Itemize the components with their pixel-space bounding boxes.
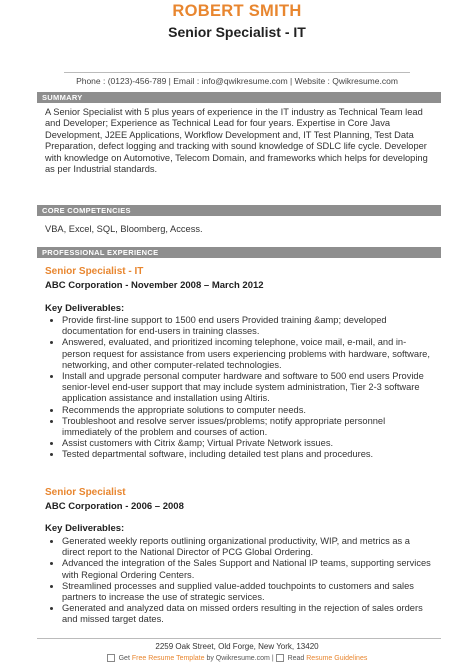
list-item: • Generated and analyzed data on missed orders resulting in the rejection of sales orders and missed target dates.	[62, 603, 434, 625]
key-deliverables-label: Key Deliverables:	[45, 303, 125, 314]
list-item: • Streamlined processes and supplied value-added touchpoints to customers and sales partners to increase the use of strategic services.	[62, 581, 434, 603]
job-deliverables-list	[49, 315, 434, 461]
address-line: 2259 Oak Street, Old Forge, New York, 13420	[155, 642, 319, 651]
footer-divider	[37, 638, 441, 639]
document-icon	[107, 654, 115, 662]
key-deliverables-label: Key Deliverables:	[45, 523, 125, 534]
list-item: • Assist customers with Citrix &amp; Virtual Private Network issues.	[62, 438, 434, 449]
candidate-name: ROBERT SMITH	[172, 2, 302, 20]
resume-guidelines-link[interactable]: Resume Guidelines	[306, 654, 368, 662]
list-item: • Provide first-line support to 1500 end users Provided training &amp; developed documentation for end-users in training classes.	[62, 315, 434, 337]
list-item: • Install and upgrade personal computer hardware and software to 500 end users Provide senior-level end-user support that may include system administration, Tier 2-3 software application assistance and installation using Altiris.	[62, 371, 434, 405]
professional-experience-heading: PROFESSIONAL EXPERIENCE	[37, 247, 441, 258]
core-competencies-heading: CORE COMPETENCIES	[37, 205, 441, 216]
footer-separator: |	[271, 654, 274, 662]
job-company-dates: ABC Corporation - November 2008 – March 2012	[45, 280, 264, 291]
summary-text: A Senior Specialist with 5 plus years of experience in the IT industry as Technical Team lead and Developer; Experience as Technical Lead for four years. Expertise in Core Java Development, J2EE Applications, Workflow Development and, IT Test Planning, Test Data Preparation, defect logging and tracking with sound knowledge of SDLC life cycle. Developer with knowledge on Automotive, Telecom Domain, and frameworks which helps for developing as per Industrial standards.	[45, 107, 428, 175]
list-item: • Troubleshoot and resolve server issues/problems; notify appropriate personnel immediately of the problem and courses of action.	[62, 416, 434, 438]
job-deliverables-list	[49, 536, 434, 626]
header-divider	[64, 72, 410, 73]
core-competencies-text: VBA, Excel, SQL, Bloomberg, Access.	[45, 224, 203, 234]
guide-icon	[276, 654, 284, 662]
job-title: Senior Specialist	[45, 487, 126, 498]
list-item: • Answered, evaluated, and prioritized incoming telephone, voice mail, e-mail, and in-person request for assistance from users experiencing problems with hardware, software, networking, and other computer-related technologies.	[62, 337, 434, 371]
list-item: • Advanced the integration of the Sales Support and National IP teams, supporting services with Regional Ordering Centers.	[62, 558, 434, 580]
footer-guide-prefix: Read	[287, 654, 305, 662]
footer-prefix: Get	[118, 654, 130, 662]
list-item: • Generated weekly reports outlining organizational productivity, WIP, and metrics as a direct report to the National Director of PCG Global Ordering.	[62, 536, 434, 558]
candidate-title: Senior Specialist - IT	[168, 24, 306, 40]
job-company-dates: ABC Corporation - 2006 – 2008	[45, 501, 184, 512]
summary-heading: SUMMARY	[37, 92, 441, 103]
list-item: • Recommends the appropriate solutions to computer needs.	[62, 405, 434, 416]
footer-by: by	[206, 654, 214, 662]
footer-links	[0, 654, 474, 662]
site-name: Qwikresume.com	[215, 654, 270, 662]
free-resume-template-link[interactable]: Free Resume Template	[131, 654, 205, 662]
contact-line: Phone : (0123)-456-789 | Email : info@qwikresume.com | Website : Qwikresume.com	[76, 76, 398, 86]
job-title: Senior Specialist - IT	[45, 266, 144, 277]
list-item: • Tested departmental software, including detailed test plans and procedures.	[62, 449, 434, 460]
